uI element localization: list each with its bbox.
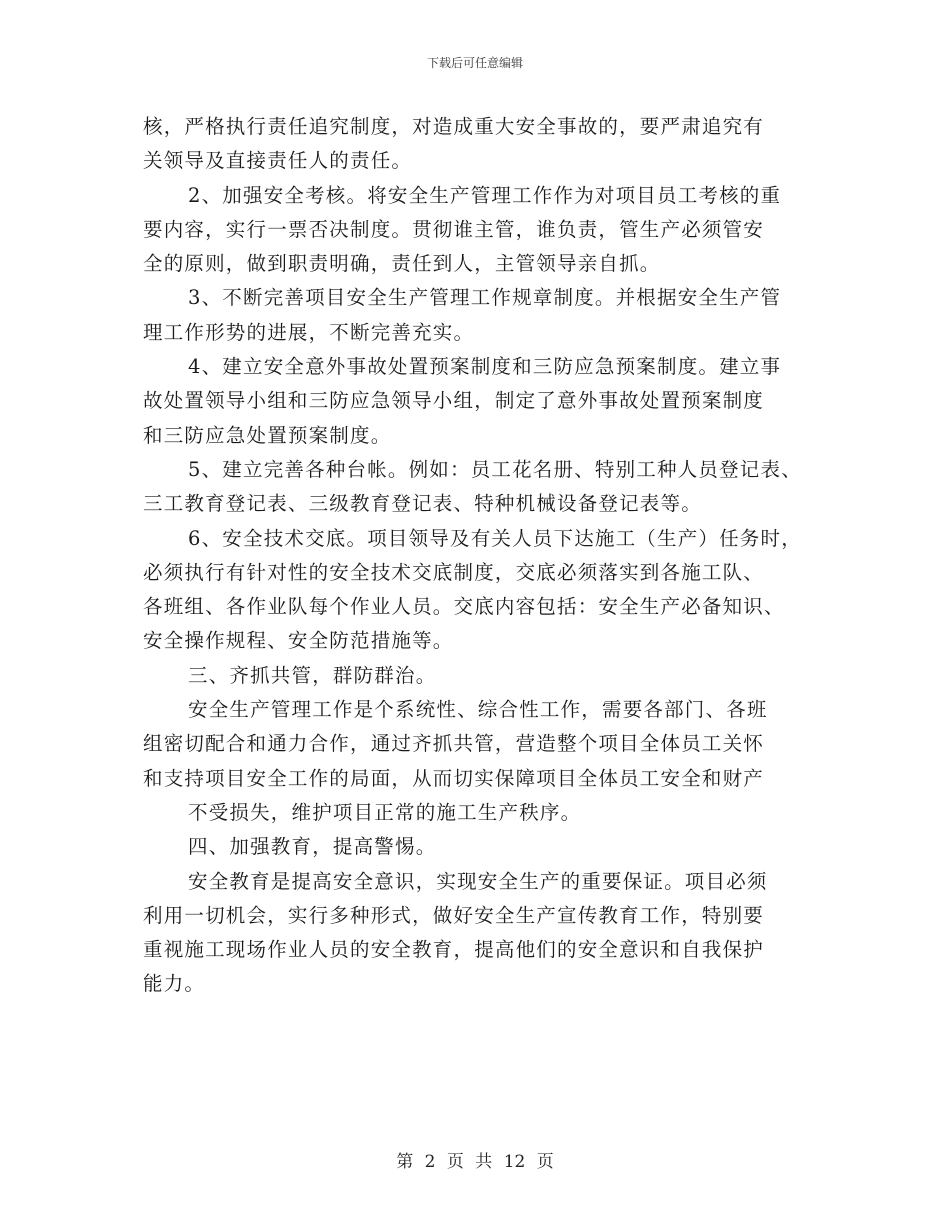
text-line: 理工作形势的进展，不断完善充实。 [143, 320, 475, 344]
text-line: 各班组、各作业队每个作业人员。交底内容包括：安全生产必备知识、 [143, 595, 785, 619]
text-line: 和三防应急处置预案制度。 [143, 423, 392, 447]
text-line: 安全操作规程、安全防范措施等。 [143, 629, 454, 653]
text-line: 故处置领导小组和三防应急领导小组，制定了意外事故处置预案制度 [143, 389, 765, 413]
page-number: 第 2 页 共 12 页 [396, 1152, 554, 1172]
text-line: 组密切配合和通力合作，通过齐抓共管，营造整个项目全体员工关怀 [143, 732, 765, 756]
text-line: 全的原则，做到职责明确，责任到人，主管领导亲自抓。 [143, 252, 661, 276]
document-body [143, 110, 823, 1002]
text-line: 关领导及直接责任人的责任。 [143, 149, 413, 173]
text-line: 3、不断完善项目安全生产管理工作规章制度。并根据安全生产管 [188, 286, 782, 310]
text-line: 要内容，实行一票否决制度。贯彻谁主管，谁负责，管生产必须管安 [143, 217, 765, 241]
text-line: 核，严格执行责任追究制度，对造成重大安全事故的，要严肃追究有 [143, 115, 765, 138]
text-line: 四、加强教育，提高警惕。 [188, 835, 437, 859]
text-line: 必须执行有针对性的安全技术交底制度，交底必须落实到各施工队、 [143, 560, 765, 584]
text-line: 三、齐抓共管，群防群治。 [188, 663, 437, 687]
text-line: 4、建立安全意外事故处置预案制度和三防应急预案制度。建立事 [188, 355, 782, 379]
text-line: 5、建立完善各种台帐。例如：员工花名册、特别工种人员登记表、 [188, 457, 802, 481]
page-header-note: 下载后可任意编辑 [426, 56, 523, 70]
text-line: 和支持项目安全工作的局面，从而切实保障项目全体员工安全和财产 [143, 766, 765, 790]
text-line: 安全教育是提高安全意识，实现安全生产的重要保证。项目必须 [188, 869, 768, 893]
text-line: 6、安全技术交底。项目领导及有关人员下达施工（生产）任务时， [188, 526, 802, 550]
text-line: 重视施工现场作业人员的安全教育，提高他们的安全意识和自我保护 [143, 938, 765, 962]
text-line: 能力。 [143, 972, 206, 996]
text-line: 利用一切机会，实行多种形式，做好安全生产宣传教育工作，特别要 [143, 903, 765, 927]
text-line: 三工教育登记表、三级教育登记表、特种机械设备登记表等。 [143, 492, 702, 516]
text-line: 2、加强安全考核。将安全生产管理工作作为对项目员工考核的重 [188, 183, 782, 207]
text-line: 不受损失，维护项目正常的施工生产秩序。 [188, 800, 582, 824]
text-line: 安全生产管理工作是个系统性、综合性工作，需要各部门、各班 [188, 698, 768, 722]
